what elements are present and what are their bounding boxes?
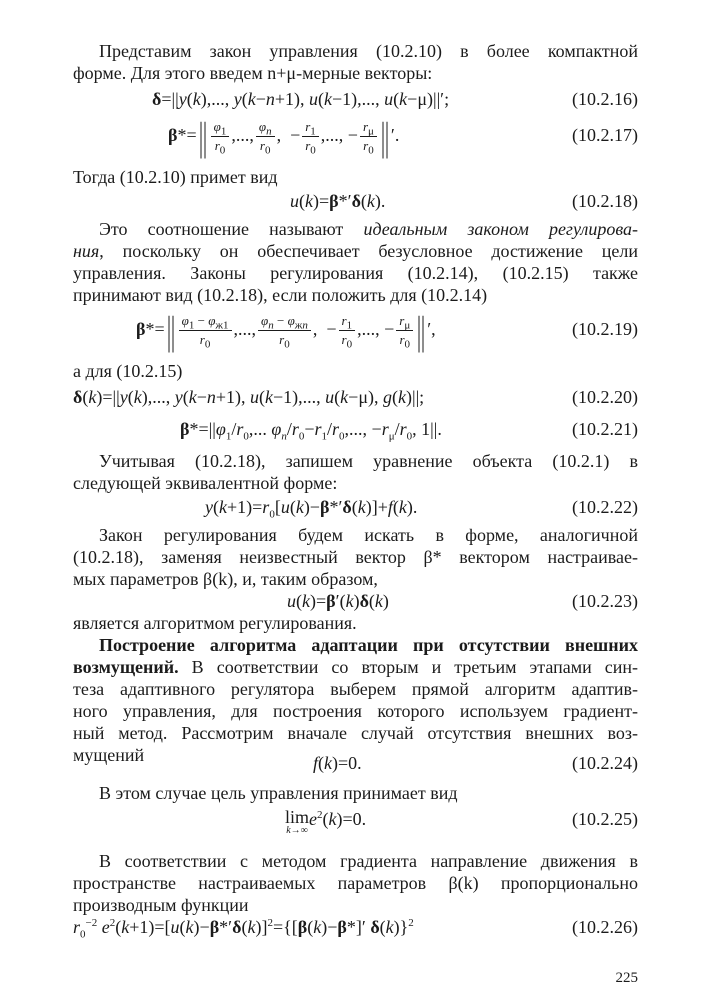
- equation-number: (10.2.21): [572, 419, 638, 439]
- equation-10-2-16: δ=||y(k),..., y(k−n+1), u(k−1),..., u(k−μ)||′;: [152, 89, 450, 109]
- text-line: а для (10.2.15): [73, 361, 183, 381]
- equation-10-2-18: u(k)=β*′δ(k).: [290, 191, 386, 211]
- text-line: управления. Законы регулирования (10.2.14), (10.2.15) также: [73, 263, 638, 283]
- text-line: ный метод. Рассмотрим вначале случай отсутствия внешних воз-: [73, 723, 638, 743]
- equation-number: (10.2.26): [572, 917, 638, 937]
- text-line: является алгоритмом регулирования.: [73, 613, 357, 633]
- equation-10-2-25: lim k→∞ $e^2(k)=0$.: [285, 807, 367, 836]
- text-line: принимают вид (10.2.18), если положить для (10.2.14): [73, 285, 488, 305]
- equation-10-2-21: $\beta*=||\varphi_1/r_0$,... $\varphi_n/r_0-r_1/r_0$,..., $-r_\mu/r_0$, 1||.: [180, 419, 442, 443]
- page-number: 225: [615, 970, 638, 986]
- section-heading: Построение алгоритма адаптации при отсутствии внешних: [99, 635, 638, 655]
- equation-number: (10.2.25): [572, 809, 638, 829]
- equation-number: (10.2.23): [572, 591, 638, 611]
- equation-number: (10.2.16): [572, 89, 638, 109]
- text-line: мых параметров β(k), и, таким образом,: [73, 569, 378, 589]
- text-line: (10.2.18), заменяя неизвестный вектор β* вектором настраивае-: [73, 547, 638, 567]
- text-line: Представим закон управления (10.2.10) в более компактной: [99, 41, 638, 61]
- text-line: Это соотношение называют идеальным законом регулирова-: [99, 219, 638, 239]
- equation-number: (10.2.22): [572, 497, 638, 517]
- text-line: ного управления, для построения которого используем градиент-: [73, 701, 638, 721]
- equation-10-2-26: $r_0^{-2}$ $e^2(k+1)=[u(k)-\beta*'\delta(k)]^2=\{[\beta(k)-\beta*]'$ δ(k)}$^2$: [73, 917, 414, 941]
- equation-10-2-23: u(k)=β′(k)δ(k): [287, 591, 389, 611]
- equation-10-2-19: β*=|| $\frac{\varphi_1 - \varphi_{ж1}}{r_0}$ ,..., $\frac{\varphi_n - \varphi_{жn}}{r_0}$ , − $\frac{r_1}{r_0}$ ,..., − $\frac{r_\mu}{r_0}$ || ′,: [136, 307, 436, 353]
- equation-number: (10.2.17): [572, 125, 638, 145]
- equation-10-2-22: $y(k+1)=r_0[u(k)-\beta*'\delta(k)]+f(k)$.: [205, 497, 418, 521]
- text-line: мущений: [73, 745, 145, 765]
- text-line: теза адаптивного регулятора выберем прямой алгоритм адаптив-: [73, 679, 638, 699]
- equation-number: (10.2.18): [572, 191, 638, 211]
- equation-10-2-24: f(k)=0.: [313, 753, 362, 773]
- equation-number: (10.2.20): [572, 387, 638, 407]
- text-line: возмущений. В соответствии со вторым и третьим этапами син-: [73, 657, 638, 677]
- text-line: ния, поскольку он обеспечивает безусловное достижение цели: [73, 241, 638, 261]
- text-line: Закон регулирования будем искать в форме, аналогичной: [99, 525, 638, 545]
- text-line: следующей эквивалентной форме:: [73, 473, 338, 493]
- text-line: В соответствии с методом градиента направление движения в: [99, 851, 638, 871]
- text-line: Тогда (10.2.10) примет вид: [73, 167, 278, 187]
- text-line: производным функции: [73, 895, 249, 915]
- text-line: форме. Для этого введем n+μ-мерные векторы:: [73, 63, 433, 83]
- equation-number: (10.2.19): [572, 319, 638, 339]
- text-line: пространстве настраиваемых параметров β(k) пропорционально: [73, 873, 638, 893]
- equation-number: (10.2.24): [572, 753, 638, 773]
- equation-10-2-20: δ(k)=||y(k),..., y(k−n+1), u(k−1),..., u(k−μ), g(k)||;: [73, 387, 425, 407]
- text-line: В этом случае цель управления принимает вид: [99, 783, 458, 803]
- text-line: Учитывая (10.2.18), запишем уравнение объекта (10.2.1) в: [99, 451, 638, 471]
- equation-10-2-17: β*=|| $\frac{\varphi_1}{r_0}$ ,..., $\frac{\varphi_n}{r_0}$ , − $\frac{r_1}{r_0}$ ,..., − $\frac{r_\mu}{r_0}$ || ′.: [168, 113, 400, 159]
